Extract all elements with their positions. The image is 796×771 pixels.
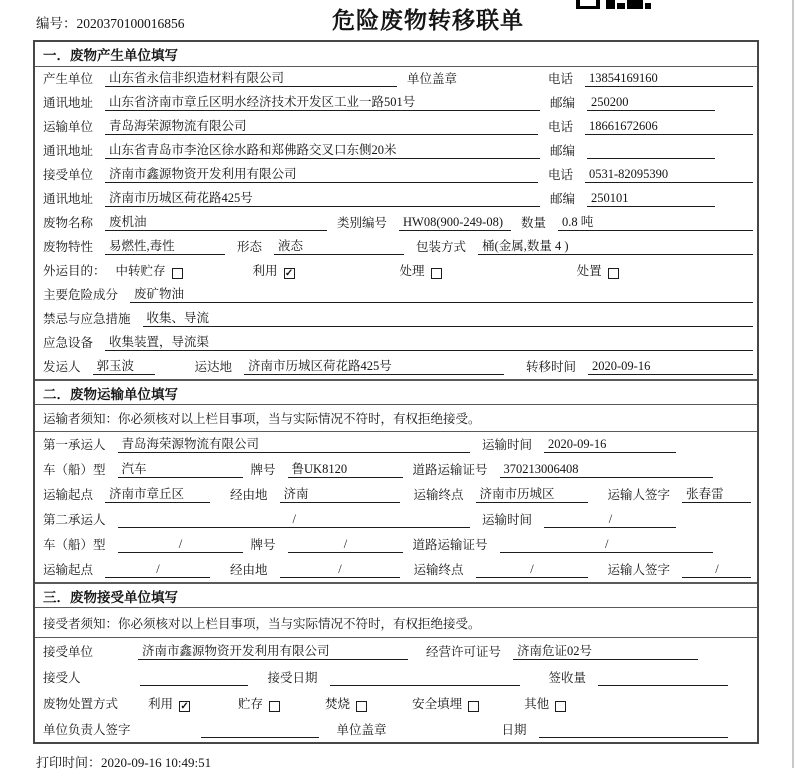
signed-amount-label: 签收量 — [548, 671, 586, 685]
receiver-unit-value: 济南市鑫源物资开发利用有限公司 — [105, 167, 538, 183]
end1-value: 济南市历城区 — [476, 487, 588, 503]
serial-number-line — [36, 12, 185, 32]
via1-label: 经由地 — [230, 488, 268, 502]
carrier-sign2-value: / — [682, 562, 751, 578]
option-label: 利用 — [148, 697, 174, 711]
waste-character-label: 废物特性 — [43, 240, 94, 254]
waste-name-value: 废机油 — [105, 215, 327, 231]
transporter-unit-value: 青岛海荣源物流有限公司 — [105, 119, 538, 135]
disposal-option-storage — [238, 697, 280, 712]
receiver-zip-label: 邮编 — [549, 192, 575, 206]
section1-header: 一．废物产生单位填写 — [35, 42, 757, 67]
emergency-equipment-label: 应急设备 — [43, 336, 94, 350]
producer-phone-value: 13854169160 — [585, 71, 753, 87]
route2-row — [35, 557, 757, 582]
transporter-address-label: 通讯地址 — [43, 144, 94, 158]
via2-value: / — [280, 562, 400, 578]
receiver-unit-row — [35, 163, 757, 187]
purpose-option-dispose — [577, 264, 619, 279]
transporter-phone-value: 18661672606 — [585, 119, 753, 135]
transport-time2-value: / — [544, 512, 676, 528]
road-license2-label: 道路运输证号 — [412, 538, 488, 552]
transport-time2-label: 运输时间 — [481, 513, 532, 527]
carrier-sign1-label: 运输人签字 — [607, 488, 671, 502]
page-title: 危险废物转移联单 — [332, 7, 524, 33]
disposal-method-label: 废物处置方式 — [43, 697, 119, 711]
transport-time1-label: 运输时间 — [481, 438, 532, 452]
producer-phone-label: 电话 — [547, 72, 573, 86]
qr-code-fragment-icon — [576, 0, 652, 10]
second-carrier-row — [35, 507, 757, 532]
disposal-option-other — [524, 697, 566, 712]
second-carrier-value: / — [118, 512, 470, 528]
checkbox-treat — [431, 268, 442, 279]
manifest-form-table — [33, 40, 759, 744]
checkbox-disposal-other — [555, 701, 566, 712]
receiver-address-label: 通讯地址 — [43, 192, 94, 206]
signed-amount-value — [598, 685, 728, 686]
producer-unit-label: 产生单位 — [43, 72, 94, 86]
end2-value: / — [476, 562, 588, 578]
plate1-value: 鲁UK8120 — [288, 462, 403, 478]
qr-block — [606, 0, 615, 9]
receiver-notice: 接受者须知：你必须核对以上栏目事项，当与实际情况不符时，有权拒绝接受。 — [35, 608, 757, 638]
producer-address-row — [35, 91, 757, 115]
hazard-component-row — [35, 283, 757, 307]
end1-label: 运输终点 — [413, 488, 464, 502]
packaging-value: 桶(金属,数量 4 ) — [478, 239, 753, 255]
origin2-label: 运输起点 — [43, 563, 94, 577]
category-code-value: HW08(900-249-08) — [399, 215, 511, 231]
transporter-address-row — [35, 139, 757, 163]
qr-block — [645, 3, 651, 9]
acceptor-value — [140, 685, 248, 686]
via1-value: 济南 — [280, 487, 400, 503]
manager-signature-value — [201, 737, 319, 738]
transfer-time-value: 2020-09-16 — [588, 359, 753, 375]
option-label: 利用 — [252, 264, 278, 278]
producer-unit-row — [35, 67, 757, 91]
outbound-purpose-row — [35, 259, 757, 283]
outbound-purpose-label: 外运目的： — [43, 264, 106, 278]
receiver-phone-label: 电话 — [547, 168, 573, 182]
acceptor-label: 接受人 — [43, 671, 81, 685]
emergency-equipment-row — [35, 331, 757, 355]
shipper-row — [35, 355, 757, 379]
road-license2-value: / — [500, 537, 713, 553]
checkbox-disposal-landfill — [468, 701, 479, 712]
option-label: 安全填埋 — [412, 697, 463, 711]
origin2-value: / — [105, 562, 210, 578]
emergency-equipment-value: 收集装置，导流渠 — [105, 335, 753, 351]
option-label: 处理 — [399, 264, 425, 278]
waste-name-label: 废物名称 — [43, 216, 94, 230]
disposal-method-row — [35, 690, 757, 716]
producer-unit-value: 山东省永信非织造材料有限公司 — [105, 71, 397, 87]
plate2-value: / — [288, 537, 403, 553]
origin1-value: 济南市章丘区 — [105, 487, 210, 503]
section3-header: 三．废物接受单位填写 — [35, 582, 757, 608]
end2-label: 运输终点 — [413, 563, 464, 577]
vehicle2-value: / — [118, 537, 243, 553]
waste-name-row — [35, 211, 757, 235]
transporter-unit-row — [35, 115, 757, 139]
receiver-address-row — [35, 187, 757, 211]
accepting-unit-row — [35, 638, 757, 664]
quantity-value: 0.8 吨 — [558, 215, 753, 231]
second-carrier-label: 第二承运人 — [43, 513, 106, 527]
first-carrier-value: 青岛海荣源物流有限公司 — [118, 437, 470, 453]
acceptor-row — [35, 664, 757, 690]
accepting-unit-label: 接受单位 — [43, 645, 94, 659]
emergency-measures-label: 禁忌与应急措施 — [43, 312, 131, 326]
print-time-value: 2020-09-16 10:49:51 — [101, 755, 212, 770]
serial-number: 2020370100016856 — [76, 16, 185, 31]
checkbox-transfer-storage — [172, 268, 183, 279]
checkbox-dispose — [608, 268, 619, 279]
first-carrier-label: 第一承运人 — [43, 438, 106, 452]
purpose-option-utilize — [253, 264, 295, 279]
transporter-zip-label: 邮编 — [549, 144, 575, 158]
road-license1-label: 道路运输证号 — [412, 463, 488, 477]
receiver-address-value: 济南市历城区荷花路425号 — [105, 191, 540, 207]
shipper-value: 郭玉波 — [93, 359, 155, 375]
destination-value: 济南市历城区荷花路425号 — [244, 359, 504, 375]
packaging-label: 包装方式 — [416, 240, 467, 254]
vehicle1-row — [35, 457, 757, 482]
waste-form-value: 液态 — [274, 239, 404, 255]
disposal-option-utilize — [148, 697, 190, 712]
plate2-label: 牌号 — [250, 538, 276, 552]
carrier-sign1-value: 张春雷 — [682, 487, 751, 503]
transporter-notice: 运输者须知：你必须核对以上栏目事项，当与实际情况不符时，有权拒绝接受。 — [35, 405, 757, 432]
vehicle2-row — [35, 532, 757, 557]
checkbox-disposal-utilize: ✓ — [180, 701, 189, 712]
unit-seal-label: 单位盖章 — [336, 723, 387, 737]
checkbox-utilize: ✓ — [284, 268, 294, 279]
accept-date-value — [330, 685, 520, 686]
plate1-label: 牌号 — [250, 463, 276, 477]
print-time-label: 打印时间： — [36, 755, 102, 770]
via2-label: 经由地 — [230, 563, 268, 577]
option-label: 其他 — [524, 697, 550, 711]
accept-date-label: 接受日期 — [267, 671, 318, 685]
carrier-sign2-label: 运输人签字 — [607, 563, 671, 577]
checkbox-disposal-incinerate — [356, 701, 367, 712]
producer-address-value: 山东省济南市章丘区明水经济技术开发区工业一路501号 — [105, 95, 540, 111]
vehicle1-label: 车（船）型 — [43, 463, 106, 477]
company-seal-label: 单位盖章 — [407, 72, 458, 86]
quantity-label: 数量 — [520, 216, 546, 230]
transporter-zip-value — [587, 158, 715, 159]
receiver-zip-value: 250101 — [587, 191, 715, 207]
permit-number-label: 经营许可证号 — [426, 645, 502, 659]
disposal-option-landfill — [412, 697, 479, 712]
purpose-option-treat — [400, 264, 442, 279]
scan-page-edge — [792, 0, 794, 768]
sign-date-value — [539, 737, 728, 738]
hazard-component-value: 废矿物油 — [130, 287, 753, 303]
category-code-label: 类别编号 — [337, 216, 388, 230]
transporter-address-value: 山东省青岛市李沧区徐水路和郑佛路交叉口东侧20米 — [105, 143, 540, 159]
road-license1-value: 370213006408 — [500, 462, 713, 478]
purpose-option-transfer-storage — [116, 264, 183, 279]
waste-character-row — [35, 235, 757, 259]
option-label: 焚烧 — [325, 697, 351, 711]
vehicle2-label: 车（船）型 — [43, 538, 106, 552]
first-carrier-row — [35, 432, 757, 457]
serial-label: 编号： — [36, 16, 77, 31]
disposal-option-incinerate — [325, 697, 367, 712]
transporter-unit-label: 运输单位 — [43, 120, 94, 134]
producer-zip-value: 250200 — [587, 95, 715, 111]
sign-date-label: 日期 — [501, 723, 527, 737]
route1-row — [35, 482, 757, 507]
option-label: 贮存 — [238, 697, 264, 711]
option-label: 中转贮存 — [115, 264, 166, 278]
producer-address-label: 通讯地址 — [43, 96, 94, 110]
manager-signature-label: 单位负责人签字 — [43, 723, 131, 737]
accepting-unit-value: 济南市鑫源物资开发利用有限公司 — [138, 644, 408, 660]
hazard-component-label: 主要危险成分 — [43, 288, 119, 302]
transfer-time-label: 转移时间 — [525, 360, 576, 374]
vehicle1-value: 汽车 — [118, 462, 243, 478]
origin1-label: 运输起点 — [43, 488, 94, 502]
receiver-phone-value: 0531-82095390 — [585, 167, 753, 183]
checkbox-disposal-storage — [269, 701, 280, 712]
transporter-phone-label: 电话 — [547, 120, 573, 134]
qr-block — [627, 0, 643, 9]
emergency-measures-value: 收集、导流 — [143, 311, 753, 327]
waste-character-value: 易燃性,毒性 — [105, 239, 225, 255]
producer-zip-label: 邮编 — [549, 96, 575, 110]
receiver-unit-label: 接受单位 — [43, 168, 94, 182]
emergency-measures-row — [35, 307, 757, 331]
manager-signature-row — [35, 716, 757, 742]
destination-label: 运达地 — [194, 360, 233, 374]
qr-block — [617, 3, 625, 9]
section2-header: 二．废物运输单位填写 — [35, 379, 757, 405]
permit-number-value: 济南危证02号 — [513, 644, 698, 660]
print-time-line — [36, 752, 211, 771]
shipper-label: 发运人 — [43, 360, 81, 374]
qr-block — [576, 0, 600, 9]
waste-form-label: 形态 — [237, 240, 263, 254]
option-label: 处置 — [576, 264, 602, 278]
transport-time1-value: 2020-09-16 — [544, 437, 676, 453]
